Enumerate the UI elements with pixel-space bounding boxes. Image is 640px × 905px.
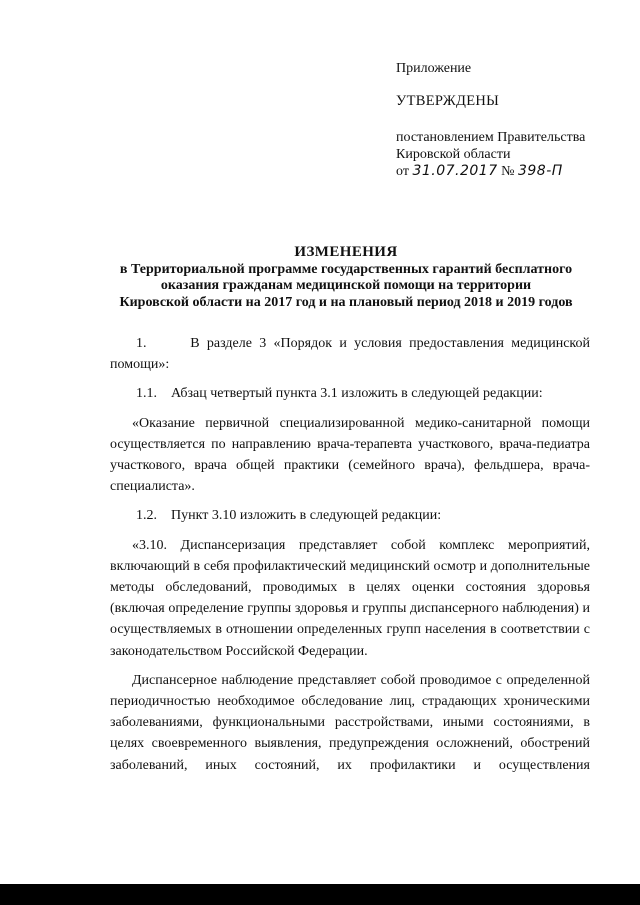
scan-edge-bar bbox=[0, 884, 640, 905]
handwritten-date: 31.07.2017 bbox=[412, 163, 498, 179]
title-line-3: Кировской области на 2017 год и на плановый период 2018 и 2019 годов bbox=[119, 294, 573, 310]
paragraph-1-line-1: 1. В разделе 3 «Порядок и условия предоставления медицинской bbox=[136, 336, 590, 351]
paragraph-2: 1.1. Абзац четвертый пункта 3.1 изложить в следующей редакции: bbox=[136, 386, 543, 402]
region-line: Кировской области bbox=[396, 147, 511, 162]
approved-label: УТВЕРЖДЕНЫ bbox=[396, 93, 500, 109]
document-body bbox=[110, 333, 590, 776]
resolution-line: постановлением Правительства bbox=[396, 130, 586, 145]
appendix-label: Приложение bbox=[396, 61, 472, 76]
paragraph-1-line-2: помощи»: bbox=[110, 357, 170, 373]
document-title bbox=[96, 244, 596, 311]
paragraph-5: «3.10. Диспансеризация представляет собой комплекс мероприятий, включающий в себя профилактический медицинский осмотр и дополнительные методы обследований, проводимых в целях оценки состояния здоровья (включая определение группы здоровья и группы диспансерного наблюдения) и осуществляемых в отношении определенных групп населения в соответствии с законодательством Российской Федерации. bbox=[110, 537, 590, 659]
date-number-line bbox=[396, 163, 632, 180]
title-line-2: оказания гражданам медицинской помощи на территории bbox=[160, 278, 532, 293]
paragraph-3: «Оказание первичной специализированной медико-санитарной помощи осуществляется по направлению врача-терапевта участкового, врача-педиатра участкового, врача общей практики (семейного врача), фельдшера, врача-специалиста». bbox=[110, 415, 590, 495]
number-sign: № bbox=[501, 164, 515, 179]
approval-block bbox=[396, 60, 632, 180]
handwritten-number: 398-П bbox=[517, 163, 563, 179]
title-heading: ИЗМЕНЕНИЯ bbox=[294, 244, 398, 260]
paragraph-6: Диспансерное наблюдение представляет собой проводимое с определенной периодичностью необходимое обследование лиц, страдающих хроническими заболеваниями, функциональными расстройствами, иными состояниями, в целях своевременного выявления, предупреждения осложнений, обострений заболеваний, иных состояний, их профилактики и осуществления bbox=[110, 672, 590, 773]
date-prefix: от bbox=[396, 164, 409, 179]
title-line-1: в Территориальной программе государственных гарантий бесплатного bbox=[119, 261, 573, 277]
paragraph-4: 1.2. Пункт 3.10 изложить в следующей редакции: bbox=[136, 508, 442, 524]
